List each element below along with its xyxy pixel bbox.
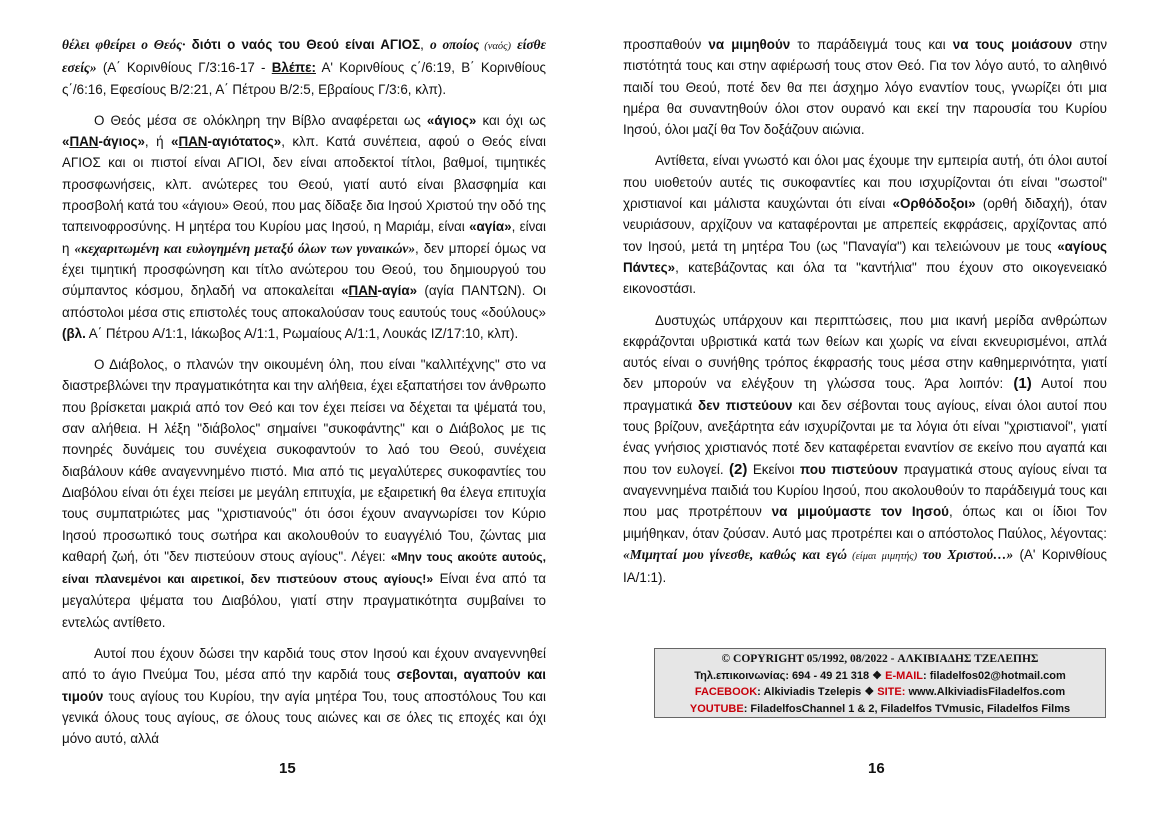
email-label: E-MAIL: [885, 669, 923, 682]
text: Εκείνοι: [747, 461, 800, 477]
youtube-line: [655, 701, 1105, 718]
scripture-quote: θέλει φθείρει ο Θεός·: [62, 37, 186, 52]
text: (αγία ΠΑΝΤΩΝ). Οι απόστολοι μέσα στις επιστολές τους αποκαλούσαν τους εαυτούς τους «δούλους»: [62, 283, 547, 320]
bold-underlined-text: ΠΑΝ: [178, 134, 208, 150]
bold-text: (1): [1013, 375, 1032, 393]
bold-text: (2): [729, 460, 748, 478]
bold-text: διότι ο ναός του Θεού είναι ΑΓΙΟΣ: [185, 37, 421, 52]
bold-text: «: [171, 134, 179, 150]
see-label: Βλέπε:: [271, 60, 316, 76]
paragraph: [62, 354, 546, 633]
youtube-label: YOUTUBE: [689, 702, 744, 715]
reference: (Α΄ Κορινθίους Γ/3:16-17 -: [96, 60, 272, 76]
text: προσπαθούν: [623, 37, 709, 52]
text: και όχι ως: [476, 112, 546, 128]
text: Δυστυχώς υπάρχουν και περιπτώσεις, που μια ικανή μερίδα ανθρώπων εκφράζονται υβριστικά κατά των θείων και χωρίς να είναι εκνευρισμένοι, απλά αυτός είναι ο συνήθης τρόπος έκφρασής τους μέσα στην καθημερινότητα, γιατί δεν μπορούν να ελέγξουν τη γλώσσα τους. Άρα λοιπόν:: [623, 312, 1107, 392]
bold-text: «: [341, 283, 349, 299]
text: Αυτοί που πραγματικά: [623, 376, 1107, 413]
social-line: [655, 684, 1105, 701]
copyright-text: © COPYRIGHT 05/1992, 08/2022 -: [721, 653, 898, 665]
reference: Α΄ Πέτρου Α/1:1, Ιάκωβος Α/1:1, Ρωμαίους Α/1:1, Λουκάς ΙΖ/17:10, κλπ).: [85, 325, 519, 341]
text: Αντίθετα, είναι γνωστό και όλοι μας έχουμε την εμπειρία αυτή, ότι όλοι αυτοί που υιοθετούν αυτές τις συκοφαντίες και που ισχυρίζονται ότι είναι "σωστοί" χριστιανοί και μάλιστα καυχώνται ότι είναι: [623, 153, 1107, 212]
text: Είναι ένα από τα μεγαλύτερα ψέματα του Διαβόλου, γιατί στην πραγματικότητα συμβαίνει το εντελώς αντίθετο.: [62, 571, 546, 630]
text: , κατεβάζοντας και όλα τα "καντήλια" που έχουν στο οικογενειακό εικονοστάσι.: [623, 259, 1107, 297]
page-number: 16: [868, 760, 885, 777]
text: (είμαι μιμητής): [846, 550, 923, 562]
reference: Α' Κορινθίους ς΄/6:19, Β΄ Κορινθίους ς΄/6:16, Εφεσίους Β/2:21, Α΄ Πέτρου Β/2:5, Εβραίους Γ/3:6, κλπ).: [62, 60, 546, 97]
text: (ναός): [479, 41, 511, 52]
copyright-box: [654, 648, 1106, 718]
text: , ή: [144, 134, 172, 150]
bold-underlined-text: ΠΑΝ: [69, 134, 99, 150]
site-label: SITE:: [877, 686, 906, 698]
copyright-line: [655, 651, 1105, 668]
text: στην πιστότητά τους και στην αφιέρωσή τους στον Θεό. Για τον λόγο αυτό, το αληθινό παιδί του Θεού, ποτέ δεν θα πει άσχημο λόγο εναντίον τους, γνωρίζει ότι μια ημέρα θα συναντηθούν όλοι στον ουρανό και εκεί την παρουσία του Κυρίου Ιησού, όλοι μαζί θα Τον δοξάζουν αιώνια.: [623, 37, 1108, 138]
facebook-text: : Alkiviadis Tzelepis ❖: [757, 686, 878, 698]
text: το παράδειγμά τους και: [790, 37, 953, 52]
scripture-quote: ο οποίος: [430, 37, 480, 52]
bold-text: να μιμηθούν: [708, 37, 791, 52]
bold-text: «: [62, 134, 70, 150]
bold-text: «αγία»: [469, 219, 512, 235]
paragraph: [623, 150, 1107, 299]
page-number: 15: [279, 760, 296, 777]
site-text: www.AlkiviadisFiladelfos.com: [905, 686, 1066, 698]
paragraph: [623, 34, 1107, 140]
bold-text: δεν πιστεύουν: [698, 397, 793, 413]
text: Ο Θεός μέσα σε ολόκληρη την Βίβλο αναφέρεται ως: [94, 112, 427, 128]
text: , είναι η: [62, 219, 546, 256]
paragraph: [623, 310, 1107, 589]
text: , δεν μπορεί όμως να έχει τιμητική προσφώνηση και τίτλο ανώτερου του Θεού, του δημιουργού του σύμπαντος κόσμου, δηλαδή να αποκαλείται: [62, 240, 546, 299]
page-15-text: [62, 34, 546, 750]
bold-text: να τους μοιάσουν: [952, 37, 1073, 52]
bold-text: «Ορθόδοξοι»: [892, 196, 976, 212]
contact-line: [655, 668, 1105, 685]
paragraph: [62, 110, 546, 344]
paragraph: [62, 34, 546, 100]
phone-text: Τηλ.επικοινωνίας: 694 - 49 21 318 ❖: [694, 669, 886, 682]
text: Αυτοί που έχουν δώσει την καρδιά τους στον Ιησού και έχουν αναγεννηθεί από το άγιο Πνεύμα Του, μέσα από την καρδιά τους: [62, 646, 546, 683]
text: πραγματικά στους αγίους είναι τα αναγεννημένα παιδιά του Κυρίου Ιησού, που ακολουθούν το παράδειγμά τους και που μας προτρέπουν: [623, 461, 1107, 520]
facebook-label: FACEBOOK: [694, 686, 758, 698]
paragraph: [62, 643, 546, 749]
author-name: ΑΛΚΙΒΙΑΔΗΣ ΤΖΕΛΕΠΗΣ: [897, 653, 1039, 665]
text: ,: [420, 37, 431, 52]
bold-text: «αγίους Πάντες»: [623, 238, 1107, 275]
bold-text: -αγιότατος»: [207, 134, 282, 150]
text: , κλπ. Κατά συνέπεια, αφού ο Θεός είναι ΑΓΙΟΣ και οι πιστοί είναι ΑΓΙΟΙ, δεν είναι αποδεκτοί τίτλοι, βαθμοί, τιμητικές προσφωνήσεις, κλπ. ανώτερες του Θεού, γιατί αυτό είναι βλασφημία και προσβολή κατά του «άγιου» Θεού, που μας δίδαξε δια Ιησού Χριστού την οδό της ταπεινοφροσύνης. Η μητέρα του Κυρίου μας Ιησού, η Μαριάμ, είναι: [62, 134, 546, 235]
bold-text: σεβονται, αγαπούν και τιμούν: [62, 667, 546, 704]
text: , όπως και οι ίδιοι Τον μιμήθηκαν, όταν ζούσαν. Αυτό μας προτρέπει και ο απόστολος Παύλος, λέγοντας:: [623, 504, 1107, 541]
bold-text: (βλ.: [62, 325, 86, 341]
scripture-quote: «κεχαριτωμένη και ευλογημένη μεταξύ όλων των γυναικών»: [74, 240, 416, 256]
scripture-quote: «Μιμηταί μου γίνεσθε, καθώς και εγώ: [623, 546, 847, 562]
bold-text: «άγιος»: [426, 112, 477, 128]
scripture-quote: είσθε εσείς»: [62, 37, 546, 76]
bold-text: «Μην τους ακούτε αυτούς, είναι πλανεμένοι και αιρετικοί, δεν πιστεύουν στους αγίους!»: [62, 549, 546, 587]
youtube-text: : FiladelfosChannel 1 & 2, Filadelfos TVmusic, Filadelfos Films: [743, 702, 1071, 715]
bold-text: που πιστεύουν: [799, 461, 898, 477]
email-text: : filadelfos02@hotmail.com: [923, 669, 1066, 682]
text: τους αγίους του Κυρίου, την αγία μητέρα Του, τους αποστόλους Του και γενικά όλους τους αγίους, σε όλους τους αιώνες και σε όλες τις εποχές και όχι μόνο αυτό, αλλά: [62, 688, 546, 747]
bold-text: -άγιος»: [98, 134, 145, 150]
bold-underlined-text: ΠΑΝ: [348, 283, 378, 299]
bold-text: -αγία»: [377, 283, 418, 299]
bold-text: να μιμούμαστε τον Ιησού: [771, 504, 949, 520]
reference: (Α' Κορινθίους ΙΑ/1:1).: [623, 546, 1107, 586]
scripture-quote: του Χριστού…»: [922, 546, 1014, 562]
text: Ο Διάβολος, ο πλανών την οικουμένη όλη, που είναι "καλλιτέχνης" στο να διαστρεβλώνει την πραγματικότητα και την αλήθεια, έχει εξαπατήσει τον άνθρωπο που βρίσκεται μακριά από τον Θεό και τον έχει πείσει να δέχεται τα ψέματά του, σαν αλήθεια. Η λέξη "διάβολος" σημαίνει "συκοφάντης" και ο Διάβολος με τις πονηρές δυνάμεις του συνέχεια συκοφαντούν το λαό του Θεού, συνέχεια διαβάλουν κάθε αναγεννημένο πιστό. Μια από τις μεγαλύτερες συκοφαντίες του Διαβόλου είναι ότι έχει πείσει με μεγάλη επιτυχία, με εξαιρετική θα έλεγα επιτυχία τους συμπατριώτες μας "χριστιανούς" ότι όσοι έχουν αναγνωρίσει τον Κύριο Ιησού προσωπικό τους σωτήρα και ακολουθούν το ευαγγέλιό Του, ζώντας μια καθαρή ζωή, ότι "δεν πιστεύουν στους αγίους". Λέγει:: [62, 357, 546, 564]
text: και δεν σέβονται τους αγίους, είναι όλοι αυτοί που τους βρίζουν, ανεξάρτητα εάν ισχυρίζονται με τα λόγια ότι είναι "χριστιανοί", γιατί ένας γνήσιος χριστιανός ποτέ δεν καταφέρεται εναντίον σε εκείνο που αγαπά και που τον ευλογεί.: [623, 397, 1107, 477]
text: (ορθή διδαχή), όταν νευριάσουν, αρχίζουν να καταφέρονται με απρεπείς εκφράσεις, αρχίζοντας από τον Ιησού, μετά τη μητέρα Του (ως "Παναγία") και τελειώνουν με τους: [623, 196, 1107, 254]
page-16-text: [623, 34, 1107, 588]
